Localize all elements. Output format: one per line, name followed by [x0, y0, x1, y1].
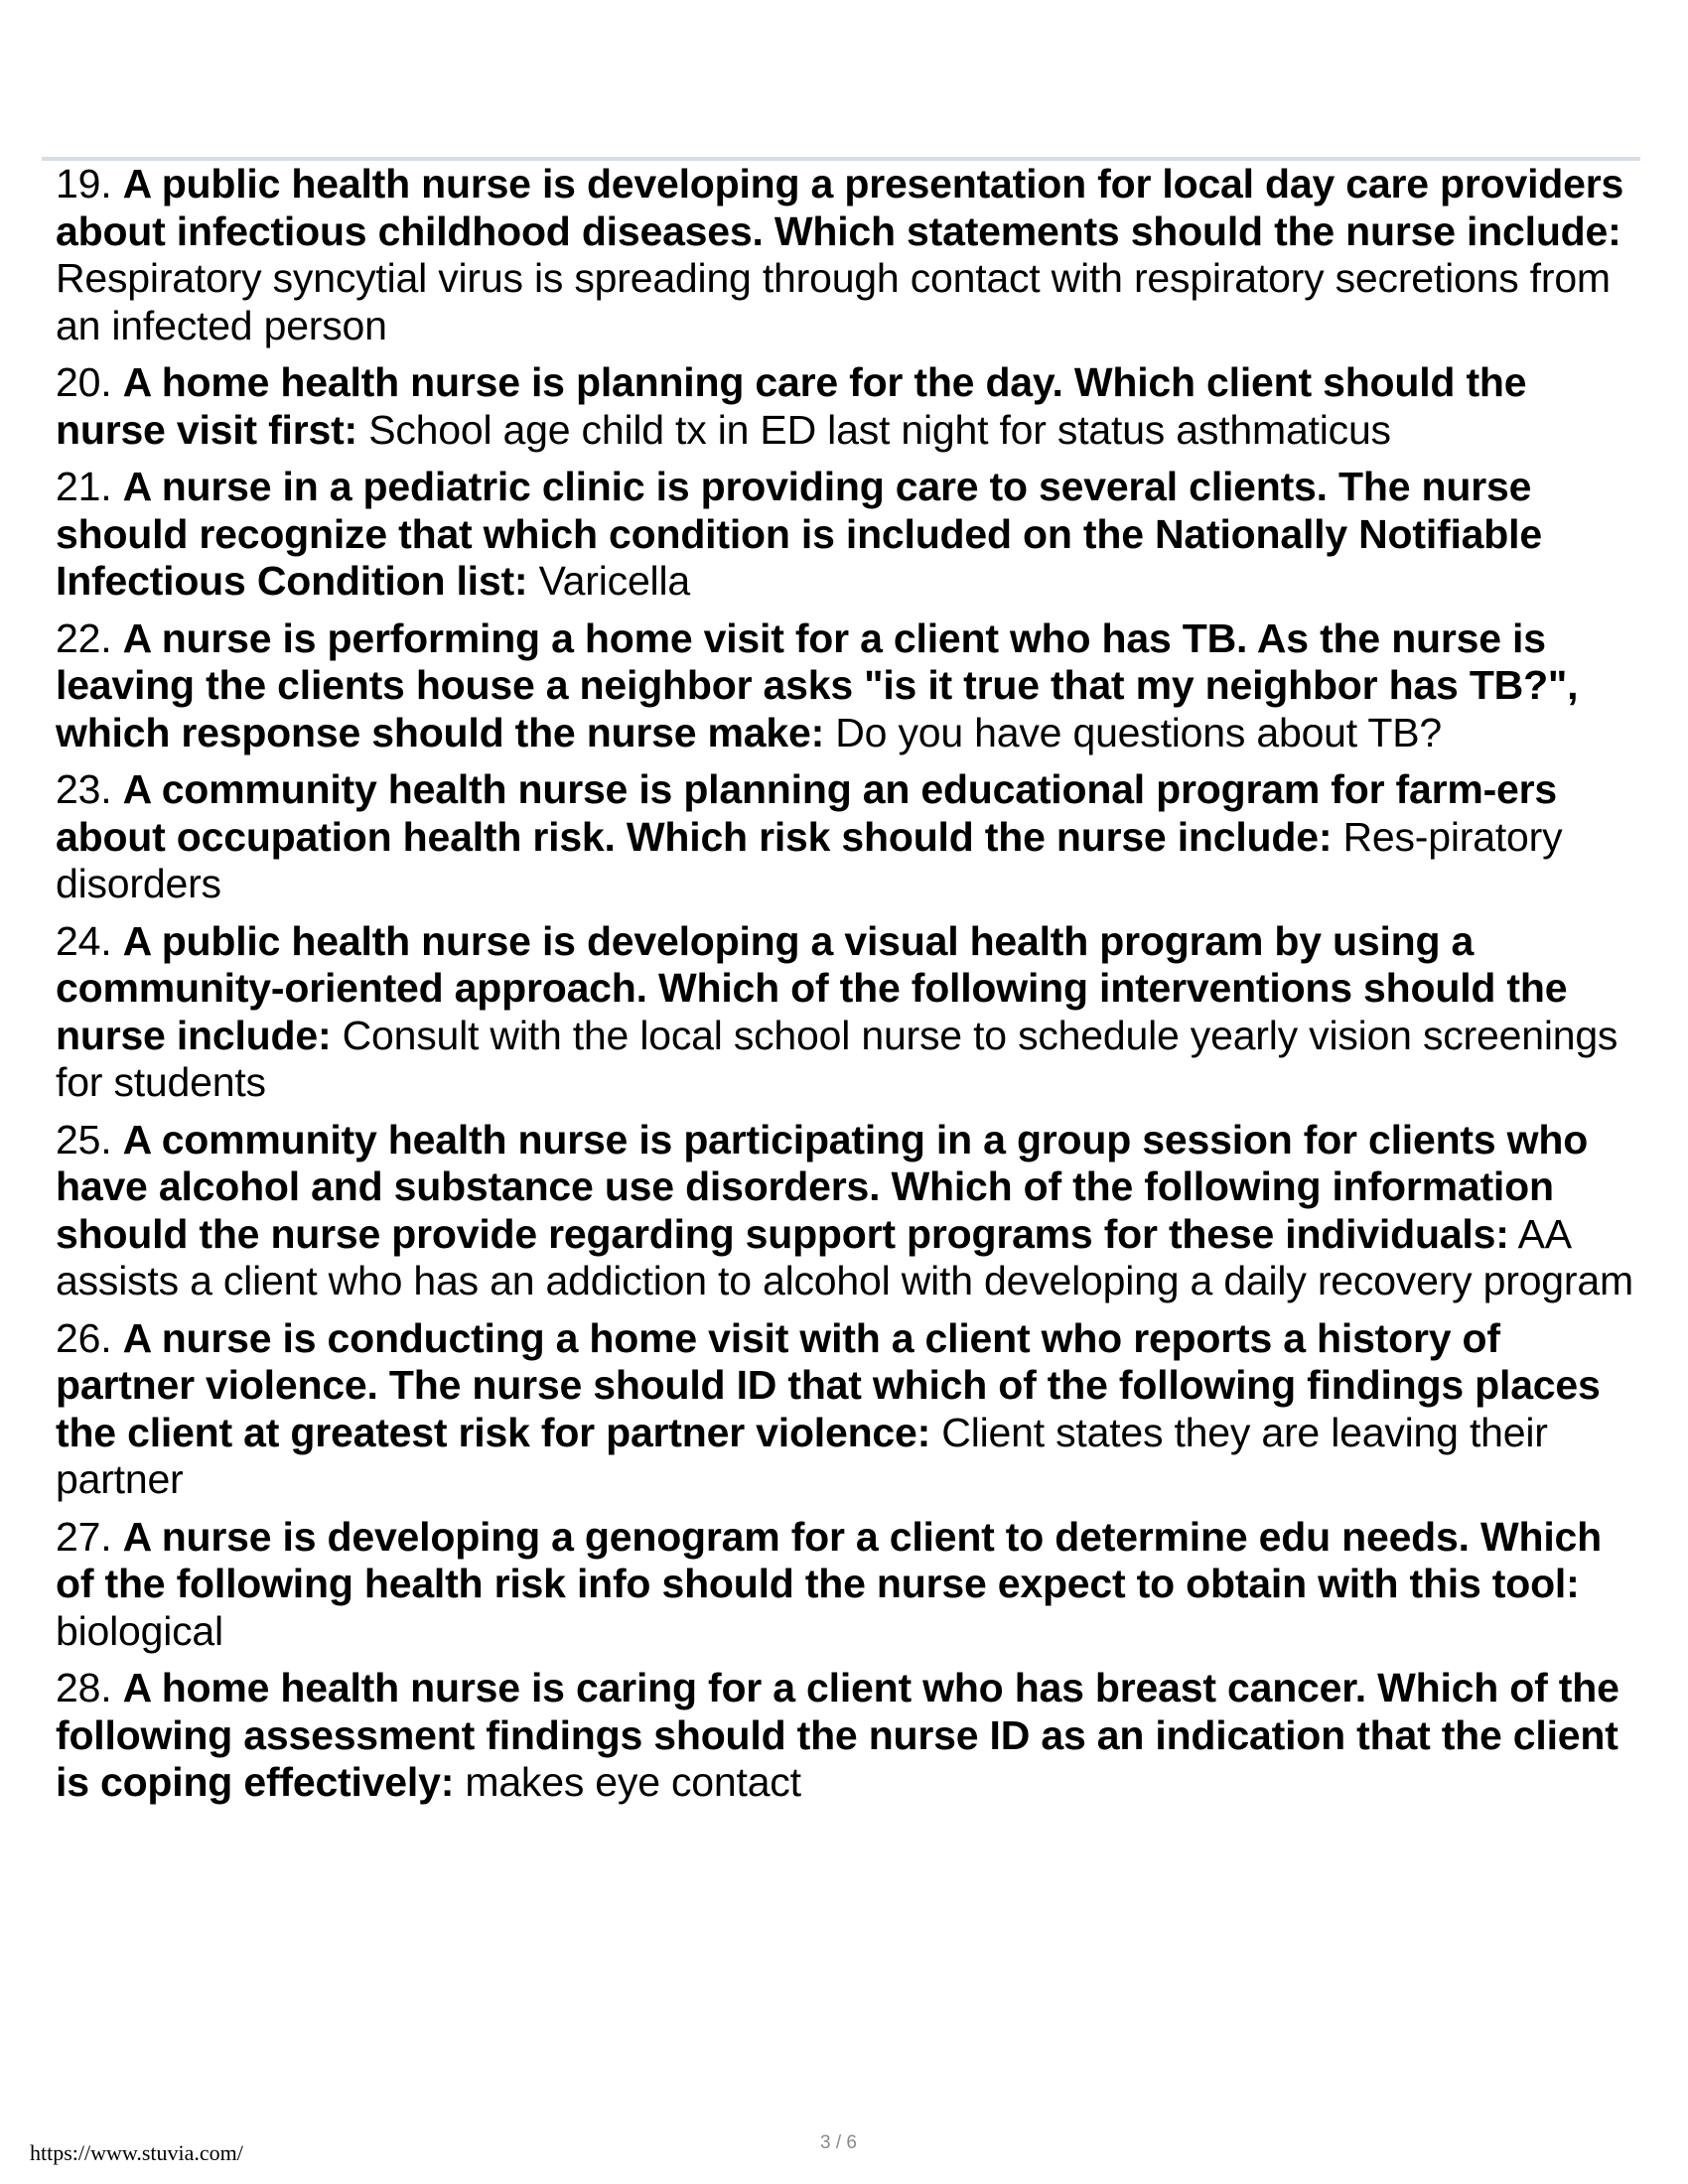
question-text: A nurse is developing a genogram for a client to determine edu needs. Which of the following health risk info should the nurse expect to obtain with this tool: — [56, 1513, 1602, 1606]
answer-text: Do you have questions about TB? — [835, 709, 1443, 755]
question-item-28 — [56, 1665, 1642, 1807]
question-item-21 — [56, 464, 1642, 606]
question-number: 19. — [56, 161, 112, 206]
question-text: A nurse in a pediatric clinic is providing care to several clients. The nurse should recognize that which condition is included on the Nationally Notifiable Infectious Condition list: — [56, 464, 1542, 604]
answer-text: biological — [56, 1607, 223, 1654]
question-text: A community health nurse is participating in a group session for clients who have alcohol and substance use disorders. Which of the following information should the nurse provide regarding support programs for these individuals: — [56, 1116, 1589, 1257]
question-item-25 — [56, 1117, 1642, 1305]
question-number: 28. — [56, 1665, 112, 1710]
question-item-26 — [56, 1315, 1642, 1504]
answer-text: Consult with the local school nurse to schedule yearly vision screenings for students — [56, 1012, 1618, 1105]
question-text: A nurse is conducting a home visit with a client who reports a history of partner violence. The nurse should ID that which of the following findings places the client at greatest risk for partner violence: — [56, 1314, 1601, 1455]
question-number: 23. — [56, 766, 112, 812]
question-number: 21. — [56, 464, 112, 509]
question-text: A public health nurse is developing a visual health program by using a community-oriented approach. Which of the following interventions should the nurse include: — [56, 917, 1568, 1058]
answer-text: Client states they are leaving their partner — [56, 1409, 1548, 1502]
question-number: 20. — [56, 359, 112, 405]
answer-text: Res-piratory disorders — [56, 813, 1563, 906]
question-item-22 — [56, 615, 1642, 757]
question-text: A public health nurse is developing a presentation for local day care providers about infectious childhood diseases. Which statements should the nurse include: — [56, 161, 1624, 254]
question-text: A home health nurse is planning care for the day. Which client should the nurse visit first: — [56, 359, 1527, 453]
question-item-23 — [56, 766, 1642, 908]
question-text: A home health nurse is caring for a client who has breast cancer. Which of the following assessment findings should the nurse ID as an indication that the client is coping effectively: — [56, 1665, 1619, 1805]
answer-text: Respiratory syncytial virus is spreading through contact with respiratory secretions from an infected person — [56, 255, 1611, 348]
answer-text: makes eye contact — [465, 1759, 801, 1805]
answer-text: School age child tx in ED last night for status asthmaticus — [368, 406, 1391, 453]
question-number: 27. — [56, 1513, 112, 1560]
question-number: 26. — [56, 1314, 112, 1361]
question-number: 24. — [56, 917, 112, 964]
answer-text: AA assists a client who has an addiction to alcohol with developing a daily recovery program — [56, 1210, 1633, 1303]
question-item-19 — [56, 161, 1642, 349]
question-list — [56, 161, 1642, 1817]
question-text: A community health nurse is planning an educational program for farm-ers about occupation health risk. Which risk should the nurse include: — [56, 766, 1557, 860]
footer-url[interactable]: https://www.stuvia.com/ — [30, 2140, 243, 2165]
page-number: 3 / 6 — [820, 2132, 857, 2153]
question-number: 25. — [56, 1116, 112, 1162]
question-number: 22. — [56, 614, 112, 661]
answer-text: Varicella — [538, 558, 690, 604]
question-item-27 — [56, 1514, 1642, 1656]
question-item-24 — [56, 918, 1642, 1107]
question-item-20 — [56, 359, 1642, 454]
question-text: A nurse is performing a home visit for a client who has TB. As the nurse is leaving the clients house a neighbor asks "is it true that my neighbor has TB?", which response should the nurse make: — [56, 614, 1579, 755]
